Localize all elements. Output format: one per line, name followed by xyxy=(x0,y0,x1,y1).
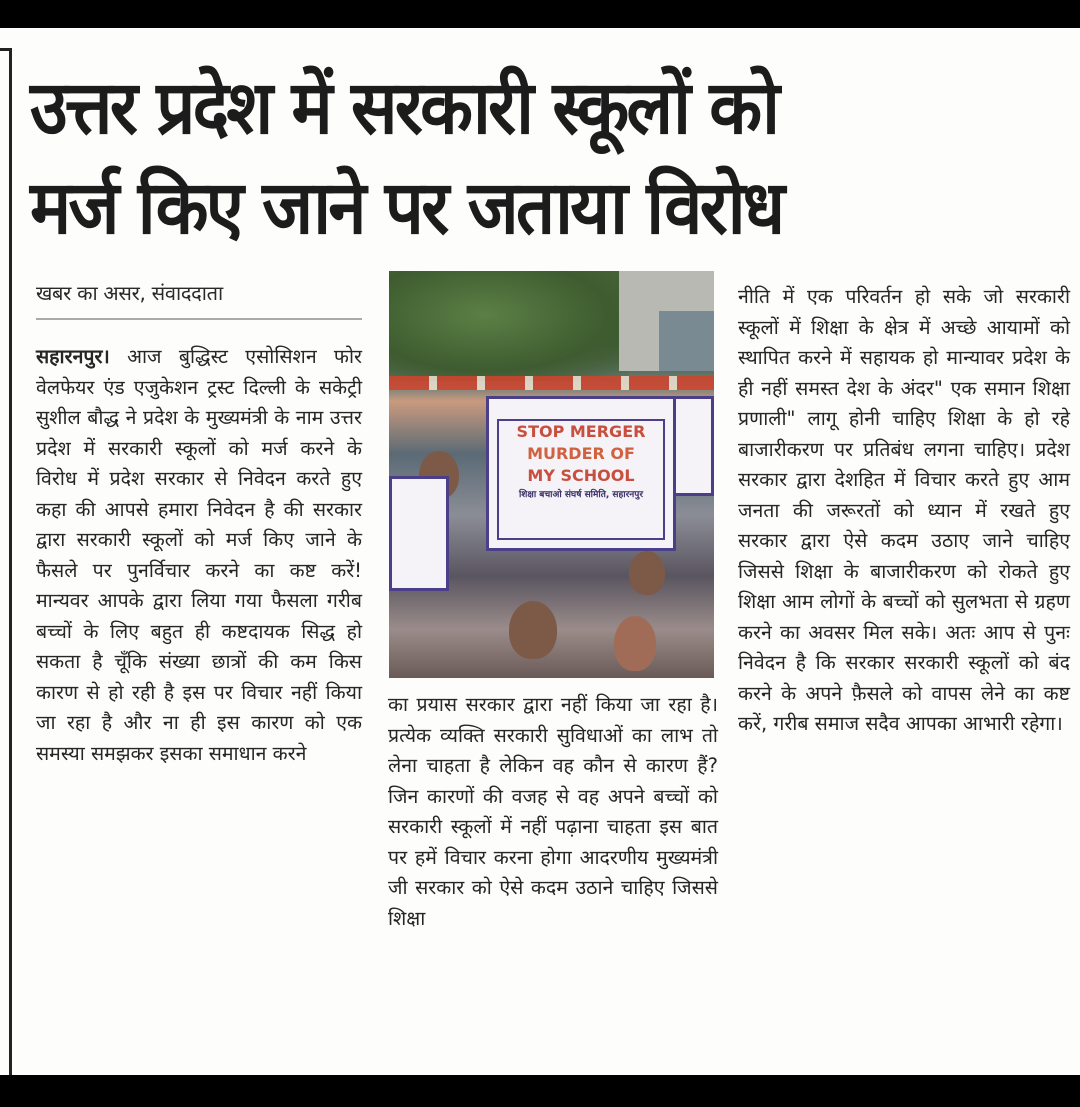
bottom-black-band xyxy=(0,1075,1080,1107)
article-lead-paragraph xyxy=(36,342,362,769)
photo-trees xyxy=(389,271,629,381)
photo-banner-strip xyxy=(389,376,714,390)
photo-building-2 xyxy=(659,311,714,371)
article-column-middle xyxy=(388,690,718,934)
left-column-rule xyxy=(9,48,12,1075)
photo-person xyxy=(509,601,557,659)
lead-text: आज बुद्धिस्ट एसोसिशन फोर वेलफेयर एंड एजुकेशन ट्रस्ट दिल्ली के सकेट्री सुशील बौद्ध ने प्रदेश के मुख्यमंत्री के नाम उत्तर प्रदेश में सरकारी स्कूलों को मर्ज करने के विरोध में प्रदेश सरकार से निवेदन करते हुए कहा की आपसे हमारा निवेदन है की सरकार द्वारा सरकारी स्कूलों को मर्ज किए जाने के फैसले पर पुनर्विचार करने का कष्ट करें! मान्यवर आपके द्वारा लिया गया फैसला गरीब बच्चों के लिए बहुत ही कष्टदायक सिद्ध हो सकता है चूँकि संख्या छात्रों की कम किस कारण से हो रही है इस पर विचार नहीं किया जा रहा है और ना ही इस कारण को एक समस्या समझकर इसका समाधान करने xyxy=(36,345,362,765)
dateline: सहारनपुर। xyxy=(36,345,110,368)
byline: खबर का असर, संवाददाता xyxy=(36,278,362,320)
placard-line-4: शिक्षा बचाओ संघर्ष समिति, सहारनपुर xyxy=(518,490,644,500)
placard-line-2: MURDER OF xyxy=(527,444,635,463)
placard-main xyxy=(486,396,676,551)
article-column-right xyxy=(738,282,1070,740)
middle-column-text: का प्रयास सरकार द्वारा नहीं किया जा रहा है। प्रत्येक व्यक्ति सरकारी सुविधाओं का लाभ तो लेना चाहता है लेकिन वह कौन से कारण हैं? जिन कारणों की वजह से वह अपने बच्चों को सरकारी स्कूलों में नहीं पढ़ाना चाहता इस बात पर हमें विचार करना होगा आदरणीय मुख्यमंत्री जी सरकार को ऐसे कदम उठाने चाहिए जिससे शिक्षा xyxy=(388,693,718,930)
headline-line-2: मर्ज किए जाने पर जताया विरोध xyxy=(30,165,783,251)
headline xyxy=(30,58,997,258)
newspaper-clipping xyxy=(0,28,1080,1075)
photo-person xyxy=(629,551,665,595)
placard-left xyxy=(389,476,449,591)
protest-photo xyxy=(389,271,714,678)
placard-line-1: STOP MERGER xyxy=(516,422,646,441)
photo-person xyxy=(614,616,656,671)
right-column-text: नीति में एक परिवर्तन हो सके जो सरकारी स्कूलों में शिक्षा के क्षेत्र में अच्छे आयामों को स्थापित करने में सहायक हो मान्यावर प्रदेश के ही नहीं समस्त देश के अंदर" एक समान शिक्षा प्रणाली" लागू होनी चाहिए शिक्षा के हो रहे बाजारीकरण पर प्रतिबंध लगना चाहिए। प्रदेश सरकार द्वारा देशहित में विचार करते हुए आम जनता की जरूरतों को ध्यान में रखते हुए सरकार द्वारा ऐसे कदम उठाए जाने चाहिए जिससे शिक्षा के बाजारीकरण को रोकते हुए शिक्षा आम लोगों के बच्चों को सुलभता से ग्रहण करने का अवसर मिल सके। अतः आप से पुनः निवेदन है कि सरकार सरकारी स्कूलों को बंद करने के अपने फ़ैसले को वापस लेने का कष्ट करें, गरीब समाज सदैव आपका आभारी रहेगा। xyxy=(738,285,1070,735)
placard-line-3: MY SCHOOL xyxy=(527,466,635,485)
placard-main-inner xyxy=(497,419,665,540)
headline-line-1: उत्तर प्रदेश में सरकारी स्कूलों को xyxy=(30,65,778,151)
article-column-left xyxy=(36,278,362,769)
